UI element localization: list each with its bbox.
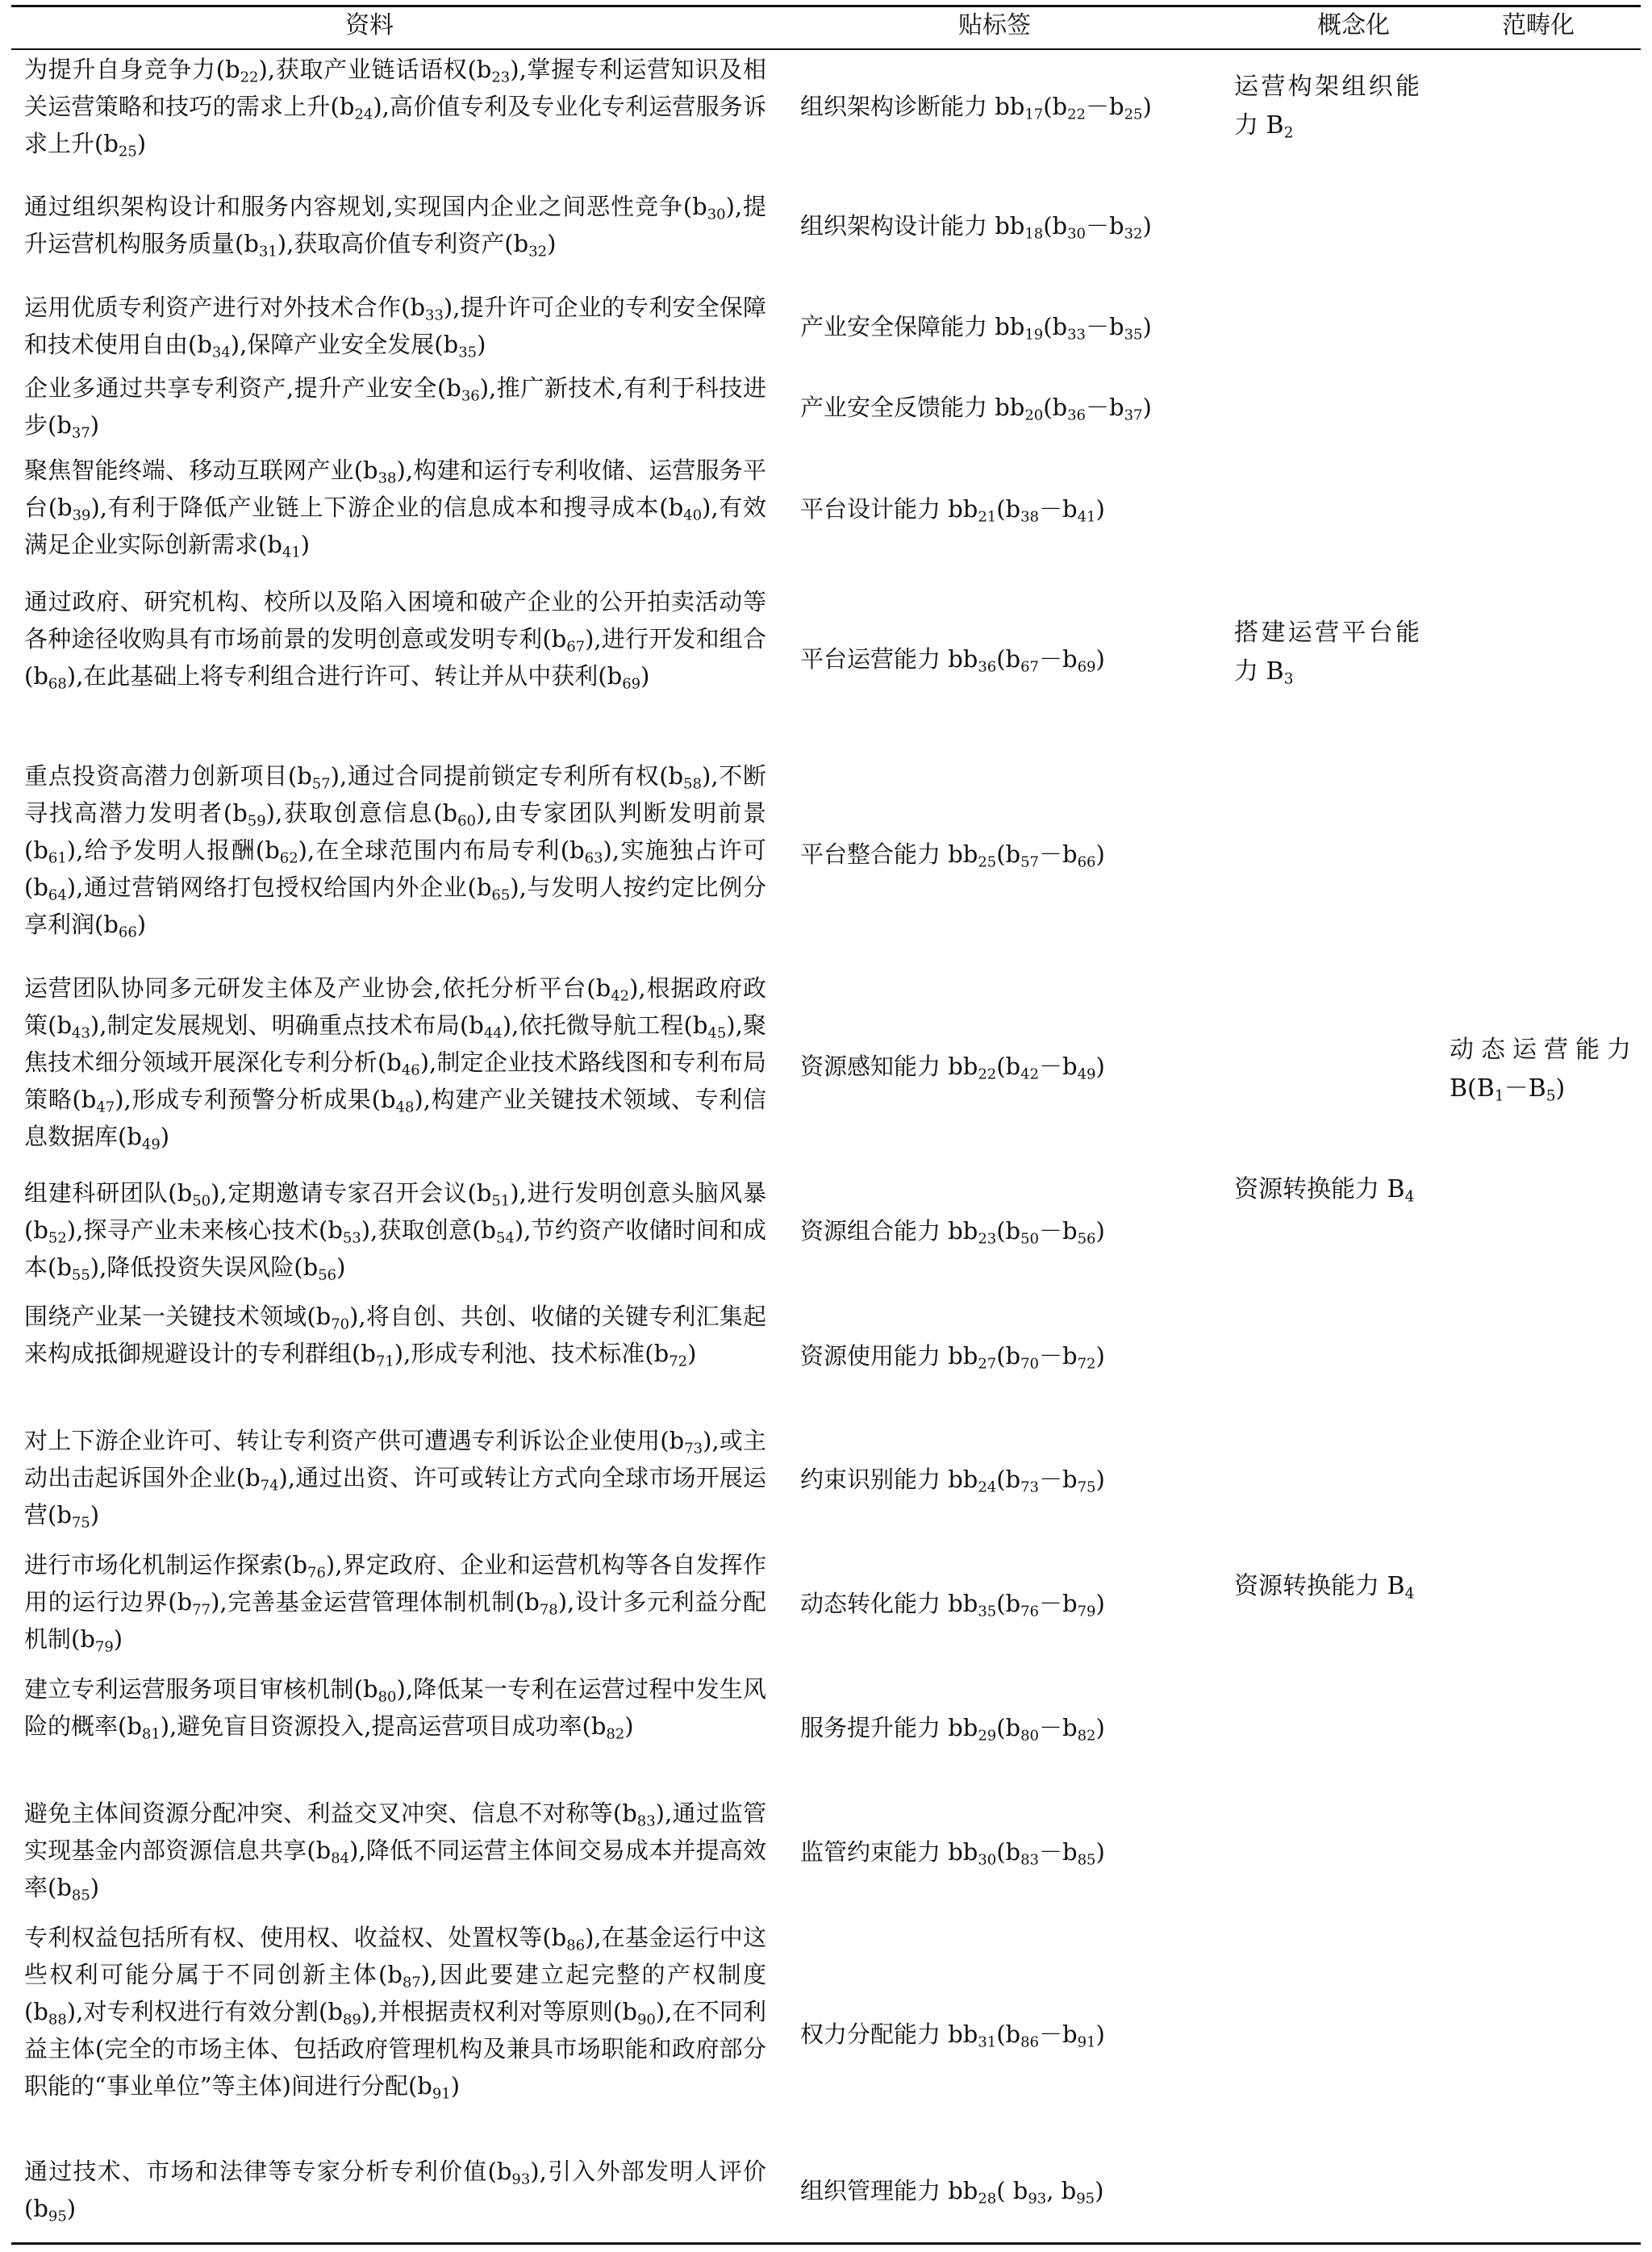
label-cell: 平台设计能力 $bb_{21}(b_{38}-b_{41})$ (800, 495, 1105, 526)
concept-cell: 资源转换能力 $B_4$ (1234, 1175, 1415, 1206)
concept-cell: 运营构架组织能力 $B_2$ (1234, 73, 1420, 142)
label-cell: 约束识别能力 $bb_{24}(b_{73}-b_{75})$ (800, 1466, 1105, 1496)
table-top-rule (11, 5, 1641, 7)
label-cell: 产业安全反馈能力 $bb_{20}(b_{36}-b_{37})$ (800, 394, 1152, 424)
table-header-rule (11, 48, 1641, 50)
header-source: 资料 (345, 11, 394, 40)
label-cell: 动态转化能力 $bb_{35}(b_{76}-b_{79})$ (800, 1590, 1105, 1620)
label-cell: 产业安全保障能力 $bb_{19}(b_{33}-b_{35})$ (800, 313, 1152, 344)
source-cell: 运营团队协同多元研发主体及产业协会,依托分析平台$(b_{42})$,根据政府政策$(b_{43})$,制定发展规划、明确重点技术布局$(b_{44})$,依托微导航工程$(b_{45})$,聚焦技术细分领域开展深化专利分析$(b_{46})$,制定企业技术路线图和专利布局策略$(b_{47})$,形成专利预警分析成果$(b_{48})$,构建产业关键技术领域、专利信息数据库$(b_{49})$ (24, 974, 766, 1153)
source-cell: 聚焦智能终端、移动互联网产业$(b_{38})$,构建和运行专利收储、运营服务平台$(b_{39})$,有利于降低产业链上下游企业的信息成本和搜寻成本$(b_{40})$,有效满足企业实际创新需求$(b_{41})$ (24, 457, 766, 561)
source-cell: 运用优质专利资产进行对外技术合作$(b_{33})$,提升许可企业的专利安全保障和技术使用自由$(b_{34})$,保障产业安全发展$(b_{35})$ (24, 294, 766, 361)
label-cell: 组织架构设计能力 $bb_{18}(b_{30}-b_{32})$ (800, 212, 1152, 243)
label-cell: 监管约束能力 $bb_{30}(b_{83}-b_{85})$ (800, 1838, 1105, 1869)
source-cell: 对上下游企业许可、转让专利资产供可遭遇专利诉讼企业使用$(b_{73})$,或主动出击起诉国外企业$(b_{74})$,通过出资、许可或转让方式向全球市场开展运营$(b_{75})$ (24, 1427, 766, 1532)
label-cell: 资源感知能力 $bb_{22}(b_{42}-b_{49})$ (800, 1053, 1105, 1083)
label-cell: 平台运营能力 $bb_{36}(b_{67}-b_{69})$ (800, 645, 1105, 676)
label-cell: 权力分配能力 $bb_{31}(b_{86}-b_{91})$ (800, 2021, 1105, 2051)
source-cell: 组建科研团队$(b_{50})$,定期邀请专家召开会议$(b_{51})$,进行发明创意头脑风暴$(b_{52})$,探寻产业未来核心技术$(b_{53})$,获取创意$(b_{54})$,节约资产收储时间和成本$(b_{55})$,降低投资失误风险$(b_{56})$ (24, 1179, 766, 1284)
label-cell: 资源使用能力 $bb_{27}(b_{70}-b_{72})$ (800, 1342, 1105, 1373)
label-cell: 平台整合能力 $bb_{25}(b_{57}-b_{66})$ (800, 840, 1105, 871)
label-cell: 资源组合能力 $bb_{23}(b_{50}-b_{56})$ (800, 1217, 1105, 1248)
source-cell: 通过政府、研究机构、校所以及陷入困境和破产企业的公开拍卖活动等各种途径收购具有市场前景的发明创意或发明专利$(b_{67})$,进行开发和组合$(b_{68})$,在此基础上将专利组合进行许可、转让并从中获利$(b_{69})$ (24, 588, 766, 693)
source-cell: 为提升自身竞争力$(b_{22})$,获取产业链话语权$(b_{23})$,掌握专利运营知识及相关运营策略和技巧的需求上升$(b_{24})$,高价值专利及专业化专利运营服务诉求上升$(b_{25})$ (24, 56, 766, 161)
label-cell: 组织架构诊断能力 $bb_{17}(b_{22}-b_{25})$ (800, 93, 1152, 123)
source-cell: 通过组织架构设计和服务内容规划,实现国内企业之间恶性竞争$(b_{30})$,提升运营机构服务质量$(b_{31})$,获取高价值专利资产$(b_{32})$ (24, 193, 766, 261)
source-cell: 企业多通过共享专利资产,提升产业安全$(b_{36})$,推广新技术,有利于科技进步$(b_{37})$ (24, 374, 766, 442)
source-cell: 建立专利运营服务项目审核机制$(b_{80})$,降低某一专利在运营过程中发生风险的概率$(b_{81})$,避免盲目资源投入,提高运营项目成功率$(b_{82})$ (24, 1675, 766, 1743)
header-label: 贴标签 (958, 11, 1031, 40)
source-cell: 专利权益包括所有权、使用权、收益权、处置权等$(b_{86})$,在基金运行中这些权利可能分属于不同创新主体$(b_{87})$,因此要建立起完整的产权制度$(b_{88})$,对专利权进行有效分割$(b_{89})$,并根据责权利对等原则$(b_{90})$,在不同利益主体(完全的市场主体、包括政府管理机构及兼具市场职能和政府部分职能的“事业单位”等主体)间进行分配$(b_{91})$ (24, 1924, 766, 2103)
source-cell: 围绕产业某一关键技术领域$(b_{70})$,将自创、共创、收储的关键专利汇集起来构成抵御规避设计的专利群组$(b_{71})$,形成专利池、技术标准$(b_{72})$ (24, 1303, 766, 1370)
source-cell: 进行市场化机制运作探索$(b_{76})$,界定政府、企业和运营机构等各自发挥作用的运行边界$(b_{77})$,完善基金运营管理体制机制$(b_{78})$,设计多元利益分配机制$(b_{79})$ (24, 1551, 766, 1656)
label-cell: 服务提升能力 $bb_{29}(b_{80}-b_{82})$ (800, 1714, 1105, 1745)
source-cell: 避免主体间资源分配冲突、利益交叉冲突、信息不对称等$(b_{83})$,通过监管实现基金内部资源信息共享$(b_{84})$,降低不同运营主体间交易成本并提高效率$(b_{85})$ (24, 1800, 766, 1904)
concept-cell: 搭建运营平台能力 $B_3$ (1234, 619, 1420, 688)
category-cell: 动态运营能力 $B(B_1-B_5)$ (1450, 1036, 1631, 1105)
header-category: 范畴化 (1502, 11, 1575, 40)
source-cell: 通过技术、市场和法律等专家分析专利价值$(b_{93})$,引入外部发明人评价$(b_{95})$ (24, 2158, 766, 2225)
header-concept: 概念化 (1317, 11, 1390, 40)
table-bottom-rule (11, 2242, 1641, 2245)
label-cell: 组织管理能力 $bb_{28}$( $b_{93}$, $b_{95}$) (800, 2177, 1104, 2208)
concept-cell: 资源转换能力 $B_4$ (1234, 1572, 1415, 1603)
source-cell: 重点投资高潜力创新项目$(b_{57})$,通过合同提前锁定专利所有权$(b_{58})$,不断寻找高潜力发明者$(b_{59})$,获取创意信息$(b_{60})$,由专家团队判断发明前景$(b_{61})$,给予发明人报酬$(b_{62})$,在全球范围内布局专利$(b_{63})$,实施独占许可$(b_{64})$,通过营销网络打包授权给国内外企业$(b_{65})$,与发明人按约定比例分享利润$(b_{66})$ (24, 762, 766, 941)
